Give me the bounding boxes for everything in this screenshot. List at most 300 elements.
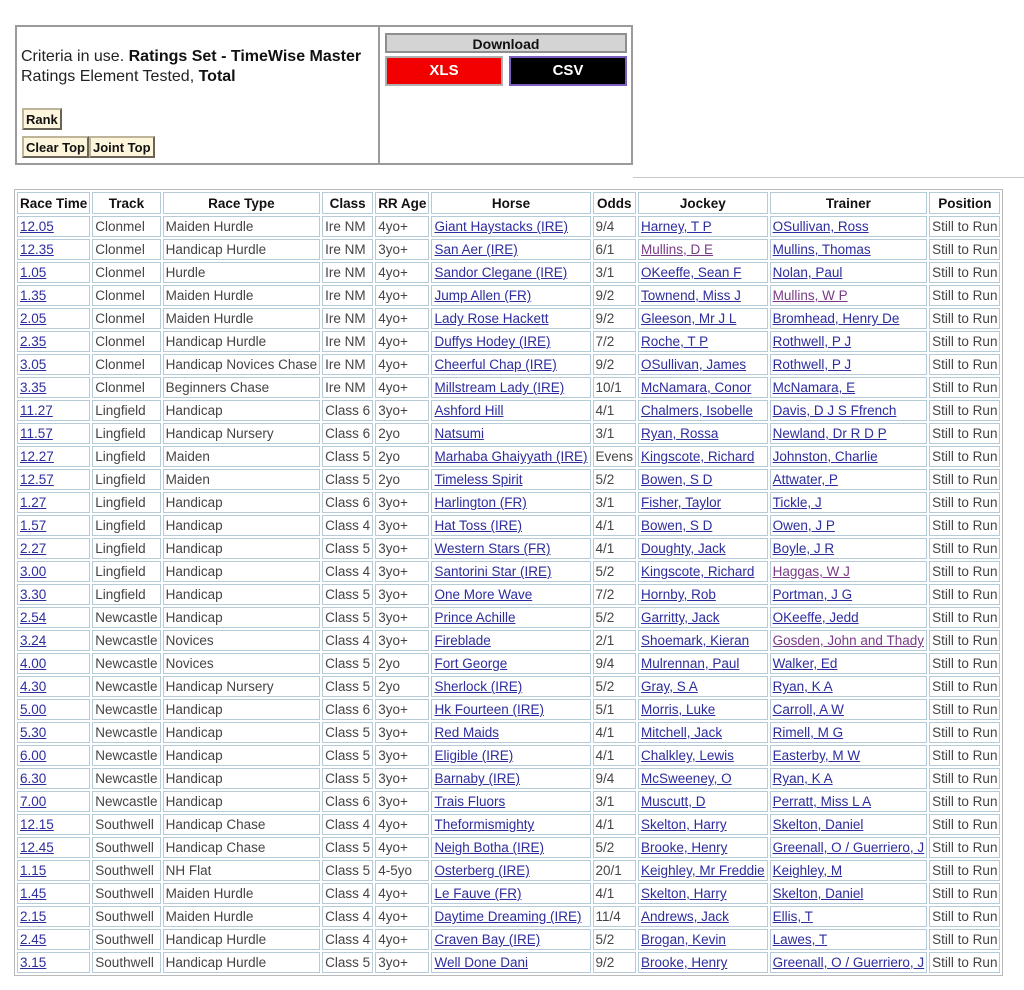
cell-class: Ire NM (322, 262, 373, 283)
cell-rr-age: 4yo+ (375, 331, 429, 352)
cell-position: Still to Run (929, 262, 1000, 283)
trainer-link[interactable]: Keighley, M (772, 863, 843, 878)
race-time-link[interactable]: 3.00 (20, 564, 47, 579)
horse-link[interactable]: Neigh Botha (IRE) (434, 840, 545, 855)
cell-track: Lingfield (92, 538, 160, 559)
trainer-link[interactable]: Rothwell, P J (772, 334, 852, 349)
horse-link[interactable]: Ashford Hill (434, 403, 504, 418)
cell-jockey (638, 768, 768, 789)
trainer-link[interactable]: Portman, J G (772, 587, 853, 602)
cell-odds: 9/2 (593, 354, 637, 375)
trainer-link[interactable]: Ryan, K A (772, 679, 833, 694)
cell-trainer (770, 768, 928, 789)
horse-link[interactable]: San Aer (IRE) (434, 242, 518, 257)
trainer-link[interactable]: Owen, J P (772, 518, 835, 533)
jockey-link[interactable]: Mullins, D E (641, 242, 714, 257)
cell-race-type: Handicap (163, 561, 321, 582)
cell-jockey (638, 515, 768, 536)
cell-class: Ire NM (322, 331, 373, 352)
horse-link[interactable]: Harlington (FR) (434, 495, 527, 510)
jockey-link[interactable]: McSweeney, O (641, 771, 732, 786)
race-time-link[interactable]: 12.57 (20, 472, 54, 487)
race-time-link[interactable]: 1.35 (20, 288, 47, 303)
cell-rr-age: 3yo+ (375, 952, 429, 973)
cell-trainer (770, 630, 928, 651)
horse-link[interactable]: Craven Bay (IRE) (434, 932, 541, 947)
cell-horse (431, 722, 590, 743)
horse-link[interactable]: Red Maids (434, 725, 499, 740)
jockey-link[interactable]: Muscutt, D (641, 794, 706, 809)
cell-track: Newcastle (92, 676, 160, 697)
cell-class: Class 4 (322, 515, 373, 536)
horse-link[interactable]: Lady Rose Hackett (434, 311, 549, 326)
cell-track: Clonmel (92, 377, 160, 398)
cell-position: Still to Run (929, 377, 1000, 398)
cell-class: Class 5 (322, 538, 373, 559)
table-row (17, 745, 1000, 766)
jockey-link[interactable]: Brogan, Kevin (641, 932, 726, 947)
cell-rr-age: 3yo+ (375, 239, 429, 260)
trainer-link[interactable]: Walker, Ed (772, 656, 838, 671)
jockey-link[interactable]: Brooke, Henry (641, 840, 728, 855)
cell-position: Still to Run (929, 952, 1000, 973)
cell-race-time (17, 239, 90, 260)
horse-link[interactable]: Prince Achille (434, 610, 516, 625)
cell-jockey (638, 561, 768, 582)
race-time-link[interactable]: 12.35 (20, 242, 54, 257)
cell-trainer (770, 814, 928, 835)
cell-race-type: Novices (163, 653, 321, 674)
trainer-link[interactable]: Johnston, Charlie (772, 449, 878, 464)
cell-class: Class 5 (322, 584, 373, 605)
cell-class: Ire NM (322, 377, 373, 398)
cell-rr-age: 4-5yo (375, 860, 429, 881)
race-time-link[interactable]: 2.35 (20, 334, 47, 349)
jockey-link[interactable]: Gray, S A (641, 679, 698, 694)
cell-horse (431, 239, 590, 260)
jockey-link[interactable]: Garritty, Jack (641, 610, 720, 625)
cell-rr-age: 3yo+ (375, 538, 429, 559)
cell-odds: 4/1 (593, 515, 637, 536)
table-row (17, 423, 1000, 444)
race-time-link[interactable]: 2.45 (20, 932, 47, 947)
trainer-link[interactable]: Bromhead, Henry De (772, 311, 900, 326)
cell-horse (431, 860, 590, 881)
race-time-link[interactable]: 3.05 (20, 357, 47, 372)
jockey-link[interactable]: Shoemark, Kieran (641, 633, 750, 648)
cell-horse (431, 906, 590, 927)
race-time-link[interactable]: 7.00 (20, 794, 47, 809)
clear-top-button[interactable]: Clear Top (22, 136, 89, 158)
cell-jockey (638, 630, 768, 651)
cell-trainer (770, 423, 928, 444)
jockey-link[interactable]: Gleeson, Mr J L (641, 311, 737, 326)
horse-link[interactable]: Duffys Hodey (IRE) (434, 334, 551, 349)
jockey-link[interactable]: Ryan, Rossa (641, 426, 719, 441)
cell-race-type: Maiden (163, 446, 321, 467)
race-time-link[interactable]: 12.05 (20, 219, 54, 234)
cell-jockey (638, 722, 768, 743)
horse-link[interactable]: Natsumi (434, 426, 484, 441)
cell-horse (431, 216, 590, 237)
horse-link[interactable]: Barnaby (IRE) (434, 771, 520, 786)
horse-link[interactable]: Hat Toss (IRE) (434, 518, 522, 533)
cell-horse (431, 952, 590, 973)
race-time-link[interactable]: 2.15 (20, 909, 47, 924)
jockey-link[interactable]: Harney, T P (641, 219, 712, 234)
horse-link[interactable]: Millstream Lady (IRE) (434, 380, 565, 395)
horse-link[interactable]: Sherlock (IRE) (434, 679, 523, 694)
download-cell (380, 27, 631, 163)
cell-track: Newcastle (92, 653, 160, 674)
trainer-link[interactable]: Rothwell, P J (772, 357, 852, 372)
cell-trainer (770, 607, 928, 628)
criteria-element-value: Total (198, 68, 236, 85)
jockey-link[interactable]: Bowen, S D (641, 472, 713, 487)
jockey-link[interactable]: Mitchell, Jack (641, 725, 723, 740)
cell-position: Still to Run (929, 285, 1000, 306)
cell-horse (431, 814, 590, 835)
cell-jockey (638, 308, 768, 329)
jockey-link[interactable]: McNamara, Conor (641, 380, 752, 395)
race-time-link[interactable]: 5.30 (20, 725, 47, 740)
cell-jockey (638, 538, 768, 559)
horse-link[interactable]: Western Stars (FR) (434, 541, 551, 556)
column-header-track: Track (92, 192, 160, 214)
trainer-link[interactable]: Haggas, W J (772, 564, 850, 579)
horse-link[interactable]: Osterberg (IRE) (434, 863, 530, 878)
download-csv-button[interactable]: CSV (509, 56, 627, 86)
cell-class: Class 5 (322, 768, 373, 789)
cell-jockey (638, 952, 768, 973)
cell-track: Southwell (92, 814, 160, 835)
trainer-link[interactable]: Skelton, Daniel (772, 886, 864, 901)
cell-jockey (638, 400, 768, 421)
download-header: Download (385, 33, 627, 53)
cell-position: Still to Run (929, 538, 1000, 559)
download-xls-button[interactable]: XLS (385, 56, 503, 86)
cell-jockey (638, 492, 768, 513)
criteria-download-panel (15, 25, 633, 165)
table-row (17, 883, 1000, 904)
cell-horse (431, 584, 590, 605)
cell-odds: 7/2 (593, 584, 637, 605)
race-time-link[interactable]: 4.30 (20, 679, 47, 694)
trainer-link[interactable]: Skelton, Daniel (772, 817, 864, 832)
jockey-link[interactable]: Kingscote, Richard (641, 449, 755, 464)
jockey-link[interactable]: OSullivan, James (641, 357, 747, 372)
cell-position: Still to Run (929, 837, 1000, 858)
cell-track: Newcastle (92, 791, 160, 812)
cell-class: Class 4 (322, 929, 373, 950)
table-row (17, 446, 1000, 467)
cell-track: Clonmel (92, 285, 160, 306)
criteria-element-label: Ratings Element Tested, (21, 68, 195, 85)
trainer-link[interactable]: Easterby, M W (772, 748, 861, 763)
race-time-link[interactable]: 1.27 (20, 495, 47, 510)
race-time-link[interactable]: 6.30 (20, 771, 47, 786)
trainer-link[interactable]: Davis, D J S Ffrench (772, 403, 897, 418)
trainer-link[interactable]: Greenall, O / Guerriero, J (772, 840, 925, 855)
trainer-link[interactable]: Mullins, W P (772, 288, 848, 303)
horse-link[interactable]: One More Wave (434, 587, 533, 602)
cell-odds: 4/1 (593, 745, 637, 766)
cell-race-time (17, 515, 90, 536)
cell-position: Still to Run (929, 722, 1000, 743)
cell-odds: 7/2 (593, 331, 637, 352)
cell-track: Lingfield (92, 446, 160, 467)
cell-class: Class 6 (322, 423, 373, 444)
horse-link[interactable]: Cheerful Chap (IRE) (434, 357, 557, 372)
cell-horse (431, 354, 590, 375)
cell-horse (431, 331, 590, 352)
race-time-link[interactable]: 3.15 (20, 955, 47, 970)
trainer-link[interactable]: Rimell, M G (772, 725, 844, 740)
race-time-link[interactable]: 2.54 (20, 610, 47, 625)
cell-rr-age: 4yo+ (375, 285, 429, 306)
trainer-link[interactable]: Lawes, T (772, 932, 828, 947)
race-time-link[interactable]: 6.00 (20, 748, 47, 763)
cell-track: Lingfield (92, 469, 160, 490)
race-time-link[interactable]: 4.00 (20, 656, 47, 671)
cell-jockey (638, 791, 768, 812)
horse-link[interactable]: Jump Allen (FR) (434, 288, 532, 303)
rank-button[interactable]: Rank (22, 108, 62, 130)
race-time-link[interactable]: 1.15 (20, 863, 47, 878)
trainer-link[interactable]: OSullivan, Ross (772, 219, 869, 234)
cell-race-type: Maiden Hurdle (163, 308, 321, 329)
cell-track: Lingfield (92, 400, 160, 421)
table-row (17, 860, 1000, 881)
cell-jockey (638, 745, 768, 766)
cell-class: Class 5 (322, 837, 373, 858)
cell-trainer (770, 722, 928, 743)
cell-track: Southwell (92, 952, 160, 973)
horse-link[interactable]: Fort George (434, 656, 508, 671)
race-time-link[interactable]: 3.35 (20, 380, 47, 395)
race-time-link[interactable]: 2.05 (20, 311, 47, 326)
cell-class: Class 5 (322, 446, 373, 467)
jockey-link[interactable]: Skelton, Harry (641, 817, 727, 832)
race-time-link[interactable]: 1.45 (20, 886, 47, 901)
horse-link[interactable]: Santorini Star (IRE) (434, 564, 552, 579)
cell-jockey (638, 837, 768, 858)
cell-jockey (638, 814, 768, 835)
cell-position: Still to Run (929, 653, 1000, 674)
jockey-link[interactable]: Townend, Miss J (641, 288, 741, 303)
jockey-link[interactable]: Fisher, Taylor (641, 495, 722, 510)
race-time-link[interactable]: 1.05 (20, 265, 47, 280)
cell-trainer (770, 676, 928, 697)
cell-jockey (638, 906, 768, 927)
column-header-jockey: Jockey (638, 192, 768, 214)
cell-track: Newcastle (92, 607, 160, 628)
table-row (17, 653, 1000, 674)
cell-race-type: Handicap Chase (163, 814, 321, 835)
trainer-link[interactable]: Gosden, John and Thady (772, 633, 924, 648)
horse-link[interactable]: Fireblade (434, 633, 491, 648)
cell-position: Still to Run (929, 860, 1000, 881)
cell-track: Newcastle (92, 699, 160, 720)
horse-link[interactable]: Timeless Spirit (434, 472, 523, 487)
horse-link[interactable]: Le Fauve (FR) (434, 886, 522, 901)
cell-position: Still to Run (929, 239, 1000, 260)
horse-link[interactable]: Hk Fourteen (IRE) (434, 702, 544, 717)
cell-jockey (638, 929, 768, 950)
cell-track: Clonmel (92, 354, 160, 375)
jockey-link[interactable]: Roche, T P (641, 334, 709, 349)
horse-link[interactable]: Trais Fluors (434, 794, 506, 809)
cell-class: Class 5 (322, 469, 373, 490)
trainer-link[interactable]: McNamara, E (772, 380, 856, 395)
jockey-link[interactable]: OKeeffe, Sean F (641, 265, 742, 280)
cell-horse (431, 446, 590, 467)
race-time-link[interactable]: 12.15 (20, 817, 54, 832)
table-row (17, 515, 1000, 536)
table-row (17, 492, 1000, 513)
cell-race-time (17, 469, 90, 490)
cell-race-time (17, 285, 90, 306)
cell-odds: 5/2 (593, 469, 637, 490)
cell-position: Still to Run (929, 216, 1000, 237)
trainer-link[interactable]: Boyle, J R (772, 541, 835, 556)
race-time-link[interactable]: 11.27 (20, 403, 53, 418)
cell-horse (431, 469, 590, 490)
table-header-row (17, 192, 1000, 214)
table-row (17, 722, 1000, 743)
trainer-link[interactable]: Attwater, P (772, 472, 838, 487)
cell-position: Still to Run (929, 676, 1000, 697)
jockey-link[interactable]: Andrews, Jack (641, 909, 729, 924)
jockey-link[interactable]: Hornby, Rob (641, 587, 716, 602)
trainer-link[interactable]: OKeeffe, Jedd (772, 610, 859, 625)
cell-odds: 9/4 (593, 216, 637, 237)
criteria-ratings-set (21, 47, 378, 67)
cell-rr-age: 4yo+ (375, 308, 429, 329)
table-body (17, 216, 1000, 973)
cell-odds: 4/1 (593, 722, 637, 743)
cell-race-time (17, 630, 90, 651)
trainer-link[interactable]: Ellis, T (772, 909, 813, 924)
cell-race-time (17, 791, 90, 812)
jockey-link[interactable]: Chalkley, Lewis (641, 748, 734, 763)
cell-jockey (638, 653, 768, 674)
cell-race-type: Handicap (163, 791, 321, 812)
jockey-link[interactable]: Keighley, Mr Freddie (641, 863, 765, 878)
table-row (17, 607, 1000, 628)
horse-link[interactable]: Daytime Dreaming (IRE) (434, 909, 582, 924)
cell-rr-age: 4yo+ (375, 814, 429, 835)
trainer-link[interactable]: Perratt, Miss L A (772, 794, 872, 809)
jockey-link[interactable]: Kingscote, Richard (641, 564, 755, 579)
cell-rr-age: 3yo+ (375, 584, 429, 605)
race-time-link[interactable]: 2.27 (20, 541, 47, 556)
jockey-link[interactable]: Skelton, Harry (641, 886, 727, 901)
cell-class: Class 5 (322, 952, 373, 973)
cell-rr-age: 3yo+ (375, 768, 429, 789)
table-row (17, 331, 1000, 352)
cell-race-type: Handicap (163, 538, 321, 559)
horse-link[interactable]: Giant Haystacks (IRE) (434, 219, 568, 234)
trainer-link[interactable]: Ryan, K A (772, 771, 833, 786)
results-table (15, 190, 1002, 975)
trainer-link[interactable]: Greenall, O / Guerriero, J (772, 955, 925, 970)
horse-link[interactable]: Theformismighty (434, 817, 535, 832)
cell-position: Still to Run (929, 354, 1000, 375)
race-time-link[interactable]: 3.24 (20, 633, 47, 648)
table-row (17, 699, 1000, 720)
cell-horse (431, 676, 590, 697)
cell-trainer (770, 469, 928, 490)
cell-position: Still to Run (929, 699, 1000, 720)
cell-class: Class 5 (322, 676, 373, 697)
cell-jockey (638, 331, 768, 352)
cell-jockey (638, 262, 768, 283)
horse-link[interactable]: Eligible (IRE) (434, 748, 514, 763)
joint-top-button[interactable]: Joint Top (89, 136, 155, 158)
race-time-link[interactable]: 12.45 (20, 840, 54, 855)
cell-position: Still to Run (929, 929, 1000, 950)
column-header-horse: Horse (431, 192, 590, 214)
jockey-link[interactable]: Brooke, Henry (641, 955, 728, 970)
trainer-link[interactable]: Newland, Dr R D P (772, 426, 887, 441)
jockey-link[interactable]: Chalmers, Isobelle (641, 403, 753, 418)
cell-race-time (17, 906, 90, 927)
table-row (17, 308, 1000, 329)
race-time-link[interactable]: 3.30 (20, 587, 47, 602)
cell-race-type: Handicap Hurdle (163, 952, 321, 973)
horse-link[interactable]: Sandor Clegane (IRE) (434, 265, 568, 280)
cell-track: Lingfield (92, 584, 160, 605)
cell-track: Southwell (92, 860, 160, 881)
cell-rr-age: 4yo+ (375, 354, 429, 375)
cell-odds: 5/2 (593, 837, 637, 858)
jockey-link[interactable]: Doughty, Jack (641, 541, 726, 556)
cell-class: Class 4 (322, 906, 373, 927)
cell-odds: 6/1 (593, 239, 637, 260)
race-time-link[interactable]: 1.57 (20, 518, 47, 533)
cell-horse (431, 653, 590, 674)
race-time-link[interactable]: 5.00 (20, 702, 47, 717)
trainer-link[interactable]: Carroll, A W (772, 702, 844, 717)
cell-jockey (638, 446, 768, 467)
jockey-link[interactable]: Morris, Luke (641, 702, 716, 717)
jockey-link[interactable]: Mulrennan, Paul (641, 656, 740, 671)
cell-race-type: Handicap Hurdle (163, 929, 321, 950)
cell-race-type: Maiden (163, 469, 321, 490)
cell-race-type: Hurdle (163, 262, 321, 283)
cell-horse (431, 515, 590, 536)
cell-odds: 5/2 (593, 607, 637, 628)
cell-trainer (770, 515, 928, 536)
cell-position: Still to Run (929, 308, 1000, 329)
cell-trainer (770, 377, 928, 398)
horse-link[interactable]: Well Done Dani (434, 955, 528, 970)
jockey-link[interactable]: Bowen, S D (641, 518, 713, 533)
cell-race-type: Maiden Hurdle (163, 285, 321, 306)
cell-rr-age: 3yo+ (375, 745, 429, 766)
race-time-link[interactable]: 11.57 (20, 426, 53, 441)
horse-link[interactable]: Marhaba Ghaiyyath (IRE) (434, 449, 588, 464)
cell-position: Still to Run (929, 446, 1000, 467)
race-time-link[interactable]: 12.27 (20, 449, 54, 464)
trainer-link[interactable]: Nolan, Paul (772, 265, 843, 280)
trainer-link[interactable]: Tickle, J (772, 495, 822, 510)
trainer-link[interactable]: Mullins, Thomas (772, 242, 871, 257)
cell-race-type: Maiden Hurdle (163, 883, 321, 904)
cell-trainer (770, 354, 928, 375)
cell-class: Class 5 (322, 745, 373, 766)
